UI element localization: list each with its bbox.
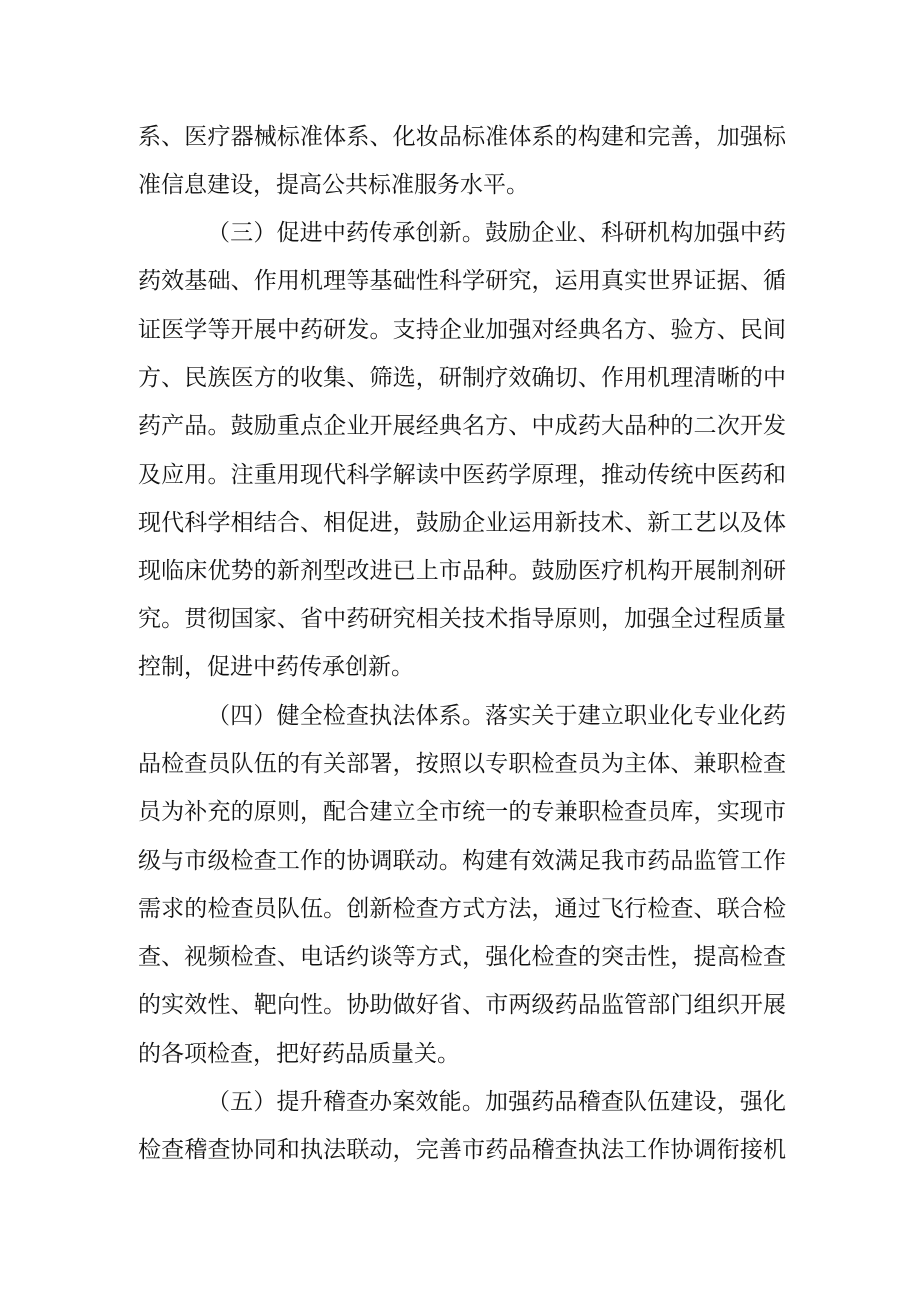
section-heading-line: （四）健全检查执法体系。落实关于建立职业化专业化药 — [207, 703, 786, 729]
paragraph-line: 查、视频检查、电话约谈等方式，强化检查的突击性，提高检查 — [138, 944, 786, 970]
paragraph-line: 的各项检查，把好药品质量关。 — [138, 1041, 460, 1067]
section-heading-line: （五）提升稽查办案效能。加强药品稽查队伍建设，强化 — [207, 1089, 786, 1115]
paragraph-line: 控制，促进中药传承创新。 — [138, 654, 414, 680]
paragraph-line: 员为补充的原则，配合建立全市统一的专兼职检查员库，实现市 — [138, 799, 786, 825]
paragraph-line: 及应用。注重用现代科学解读中医药学原理，推动传统中医药和 — [138, 462, 786, 488]
paragraph-line: 现代科学相结合、相促进，鼓励企业运用新技术、新工艺以及体 — [138, 510, 786, 536]
paragraph-line: 级与市级检查工作的协调联动。构建有效满足我市药品监管工作 — [138, 848, 786, 874]
paragraph-line: 证医学等开展中药研发。支持企业加强对经典名方、验方、民间 — [138, 317, 786, 343]
paragraph-line: 检查稽查协同和执法联动，完善市药品稽查执法工作协调衔接机 — [138, 1137, 786, 1163]
paragraph-line: 的实效性、靶向性。协助做好省、市两级药品监管部门组织开展 — [138, 992, 786, 1018]
paragraph-line: 现临床优势的新剂型改进已上市品种。鼓励医疗机构开展制剂研 — [138, 558, 786, 584]
paragraph-line: 品检查员队伍的有关部署，按照以专职检查员为主体、兼职检查 — [138, 751, 786, 777]
paragraph-line: 需求的检查员队伍。创新检查方式方法，通过飞行检查、联合检 — [138, 896, 786, 922]
paragraph-line: 方、民族医方的收集、筛选，研制疗效确切、作用机理清晰的中 — [138, 365, 786, 391]
section-heading-line: （三）促进中药传承创新。鼓励企业、科研机构加强中药 — [207, 220, 786, 246]
paragraph-line: 准信息建设，提高公共标准服务水平。 — [138, 172, 529, 198]
paragraph-line: 究。贯彻国家、省中药研究相关技术指导原则，加强全过程质量 — [138, 606, 786, 632]
paragraph-line: 药产品。鼓励重点企业开展经典名方、中成药大品种的二次开发 — [138, 413, 786, 439]
paragraph-line: 系、医疗器械标准体系、化妆品标准体系的构建和完善，加强标 — [138, 124, 786, 150]
paragraph-line: 药效基础、作用机理等基础性科学研究，运用真实世界证据、循 — [138, 268, 786, 294]
